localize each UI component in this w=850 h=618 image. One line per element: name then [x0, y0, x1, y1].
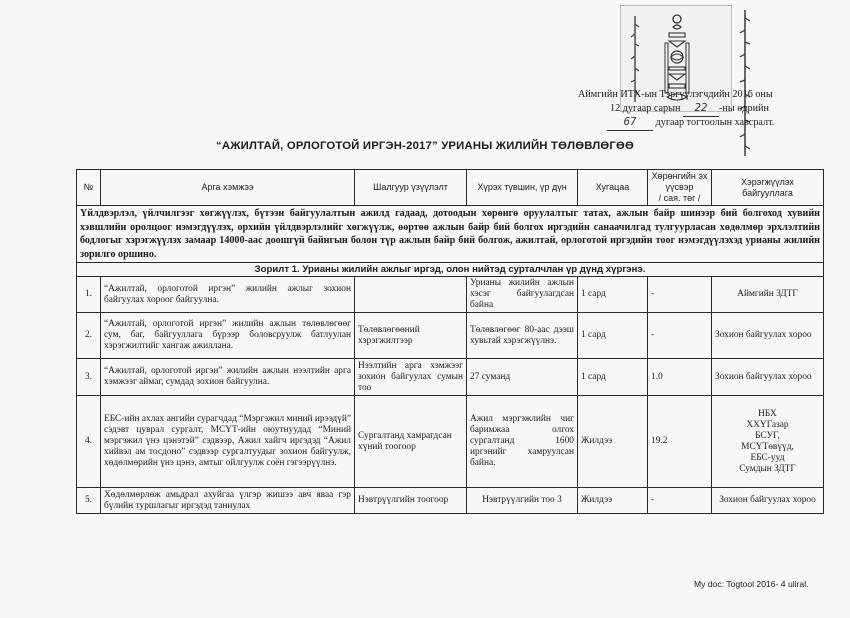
responsible-line: МСҮТөвүүд, — [741, 441, 794, 452]
table-row — [77, 313, 824, 359]
row-funding: 19.2 — [648, 396, 712, 488]
table-header-row — [77, 170, 824, 206]
row-num: 1. — [77, 277, 101, 313]
header-measure: Арга хэмжээ — [101, 170, 355, 206]
row-funding: 1.0 — [648, 359, 712, 396]
header-num: № — [77, 170, 101, 206]
header-funding-line2: / сая. төг / — [658, 193, 701, 203]
objective-row — [77, 263, 824, 277]
approval-date-prefix: 12 дугаар сарын — [610, 103, 681, 114]
row-funding: - — [648, 488, 712, 514]
table-row — [77, 396, 824, 488]
goal-text: Үйлдвэрлэл, үйлчилгээг хөгжүүлэх, бүтээн байгуулалтын ажилд гадаад, дотоодын хөрөнгө оруулалтыг татах, ажлын байр шинээр бий болгоход хувийн хэвшлийн оролцоог нэмэгдүүлэх, орхийн үйлдвэрлэлийг хөгжүүлж, өөртөө ажлын байр бий болгох иргэдийн санаачилгад тулгуурласан хөдөлмөр эрхлэлтийн бодлогыг хэрэгжүүлэх замаар 14000-аас доошгүй байнгын болон түр ажлын байр бий болгож, ажилтай, орлоготой иргэдийн тоог нэмэгдүүлэхэд урианы жилийн зорилго оршино. — [77, 206, 824, 263]
table-row — [77, 488, 824, 514]
header-funding-line1: Хөрөнгийн эх үүсвэр — [651, 171, 708, 192]
row-deadline: Жилдээ — [578, 396, 648, 488]
row-deadline: Жилдээ — [578, 488, 648, 514]
row-funding: - — [648, 277, 712, 313]
row-responsible — [712, 396, 824, 488]
row-num: 5. — [77, 488, 101, 514]
approval-date-suffix: -ны өдрийн — [718, 103, 769, 114]
row-measure: “Ажилтай, орлоготой иргэн” жилийн ажлын нээлтийн арга хэмжээг аймаг, сумдад зохион байгуулна. — [101, 359, 355, 396]
approval-line-1: Аймгийн ИТХ-ын Тэргүүлэгчдийн 2016 оны — [578, 89, 773, 100]
row-num: 4. — [77, 396, 101, 488]
header-responsible: Хэрэгжүүлэх байгууллага — [712, 170, 824, 206]
goal-row — [77, 206, 824, 263]
row-deadline: 1 сард — [578, 313, 648, 359]
responsible-line: ЕБС-ууд — [750, 452, 785, 463]
plan-table — [76, 169, 824, 514]
row-funding: - — [648, 313, 712, 359]
row-target: Урианы жилийн ажлын хэсэг байгуулагдсан байна — [467, 277, 578, 313]
row-deadline: 1 сард — [578, 277, 648, 313]
row-measure: Хөдөлмөрлөж амьдрал ахуйгаа үлгэр жишээ авч яваа гэр бүлийн туршлагыг иргэдэд таниулах — [101, 488, 355, 514]
row-target: 27 суманд — [467, 359, 578, 396]
row-criteria: Төлөвлөгөөний хэрэгжилтээр — [355, 313, 467, 359]
objective-text: Зорилт 1. Урианы жилийн ажлыг иргэд, олон нийтэд сурталчлан үр дүнд хүргэнэ. — [77, 263, 824, 277]
row-responsible: Зохион байгуулах хороо — [712, 313, 824, 359]
header-criteria: Шалгуур үзүүлэлт — [355, 170, 467, 206]
row-responsible: Аймгийн ЗДТГ — [712, 277, 824, 313]
responsible-line: НБХ — [758, 408, 777, 419]
header-deadline: Хугацаа — [578, 170, 648, 206]
header-funding — [648, 170, 712, 206]
row-target: Төлөвлөгөөг 80-аас дээш хувьтай хэрэгжүүлнэ. — [467, 313, 578, 359]
approval-day: 22 — [683, 102, 719, 117]
page-title: “АЖИЛТАЙ, ОРЛОГОТОЙ ИРГЭН-2017” УРИАНЫ ЖИЛИЙН ТӨЛӨВЛӨГӨӨ — [216, 140, 634, 152]
header-target: Хүрэх түвшин, үр дүн — [467, 170, 578, 206]
row-measure: ЕБС-ийн ахлах ангийн сурагчдад “Мэргэжил миний ирээдүй” сэдэвт цуврал сургалт, МСҮТ-ийн оюутнуудад “Миний мэргэжил үнэ цэнэтэй” сэдвээр, Ажил хайгч иргэдэд “Ажил хийвэл ам тосдоно” сэдвээр сургалтуудыг зохион байгуулж, хөдөлмөрийн үнэ цэнэ, амтыг ойлгуулж соён гэгээрүүлнэ. — [101, 396, 355, 488]
approval-line-3 — [607, 116, 774, 131]
row-criteria: Нээлтийн арга хэмжээг зохион байгуулах сумын тоо — [355, 359, 467, 396]
responsible-line: ХХҮГазар — [746, 419, 789, 430]
row-criteria — [355, 277, 467, 313]
row-criteria: Нэвтрүүлгийн тоогоор — [355, 488, 467, 514]
row-num: 3. — [77, 359, 101, 396]
row-target: Ажил мэргэжлийн чиг баримжаа олгох сургалтанд 1600 иргэнийг хамруулсан байна. — [467, 396, 578, 488]
row-target: Нэвтрүүлгийн тоо 3 — [467, 488, 578, 514]
row-measure: “Ажилтай, орлоготой иргэн” жилийн ажлыг зохион байгуулах хороог байгуулна. — [101, 277, 355, 313]
approval-line-2 — [610, 102, 769, 117]
row-responsible: Зохион байгуулах хороо — [712, 488, 824, 514]
row-deadline: 1 сард — [578, 359, 648, 396]
footer-doc-ref: My doc: Togtool 2016- 4 uliral. — [694, 579, 809, 589]
table-row — [77, 359, 824, 396]
row-num: 2. — [77, 313, 101, 359]
row-measure: “Ажилтай, орлоготой иргэн” жилийн ажлын төлөвлөгөөг сум, баг, байгууллага бүрээр боловсруулж батлуулан хэрэгжилтийг хангаж ажиллана. — [101, 313, 355, 359]
row-criteria: Сургалтанд хамрагдсан хүний тоогоор — [355, 396, 467, 488]
table-row — [77, 277, 824, 313]
resolution-suffix: дугаар тогтоолын хавсралт. — [655, 117, 775, 128]
mongolian-script-icon — [738, 8, 752, 158]
resolution-number: 67 — [607, 116, 653, 131]
responsible-line: Сумдын ЗДТГ — [739, 463, 796, 474]
row-responsible: Зохион байгуулах хороо — [712, 359, 824, 396]
responsible-line: БСУГ, — [755, 430, 780, 441]
